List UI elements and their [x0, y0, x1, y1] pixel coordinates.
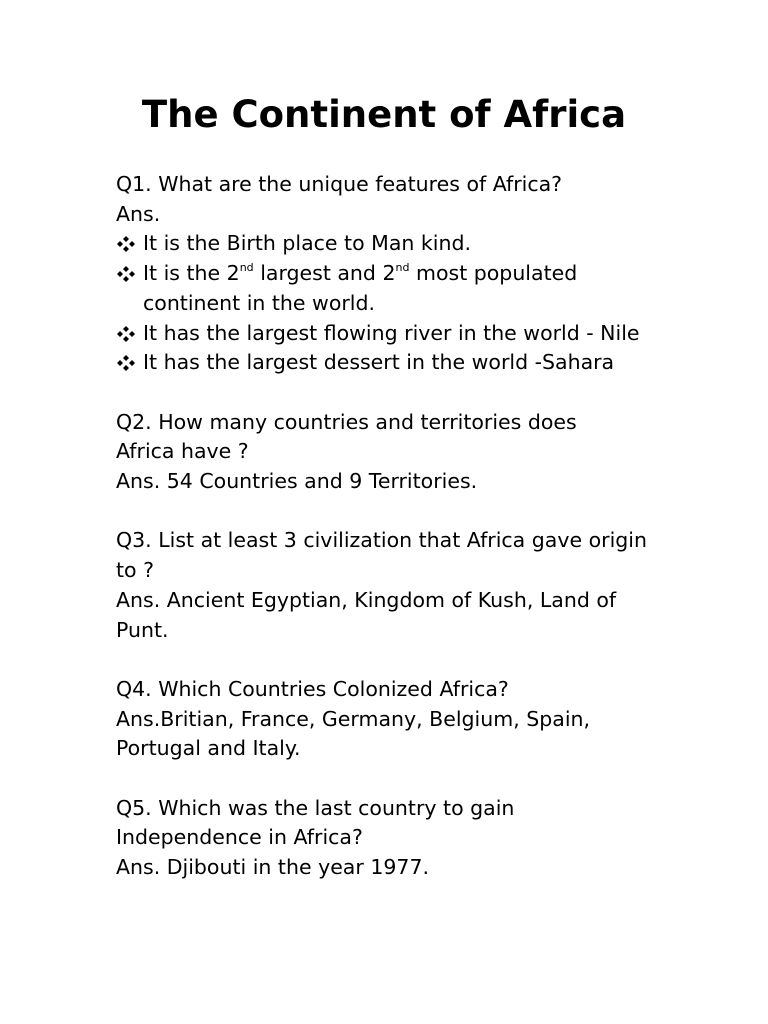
- q1-bullet-3: [116, 319, 676, 349]
- q1-bullet-2-part3: most populated: [409, 261, 578, 286]
- diamond-bullet-icon: [116, 326, 136, 342]
- q3-answer-line-1: Ans. Ancient Egyptian, Kingdom of Kush, Land of: [116, 587, 617, 612]
- q5-question-line-2: Independence in Africa?: [116, 825, 363, 850]
- q1-bullet-4: [116, 348, 676, 378]
- q5-question-line-1: Q5. Which was the last country to gain: [116, 795, 515, 820]
- q5-answer: Ans. Djibouti in the year 1977.: [116, 855, 430, 880]
- document-body: [116, 170, 676, 883]
- q1-bullet-2-part1: It is the 2: [143, 261, 240, 286]
- spacer: [116, 645, 676, 675]
- q1-bullet-2-part2: largest and 2: [253, 261, 396, 286]
- q1-bullet-3-text: It has the largest flowing river in the world - Nile: [143, 320, 640, 345]
- q1-bullet-2-continuation: continent in the world.: [143, 290, 376, 315]
- diamond-bullet-icon: [116, 236, 136, 252]
- q3-answer-line-2: Punt.: [116, 617, 169, 642]
- diamond-bullet-icon: [116, 266, 136, 282]
- q3-question-line-2: to ?: [116, 558, 154, 583]
- q1-bullet-4-text: It has the largest dessert in the world -Sahara: [143, 350, 615, 375]
- q2-answer: Ans. 54 Countries and 9 Territories.: [116, 469, 478, 494]
- spacer: [116, 497, 676, 527]
- q1-bullet-2: [116, 259, 676, 289]
- q1-answer-label: Ans.: [116, 201, 161, 226]
- q1-bullet-1: [116, 229, 676, 259]
- q4-answer-line-1: Ans.Britian, France, Germany, Belgium, Spain,: [116, 706, 591, 731]
- q2-question-line-1: Q2. How many countries and territories does: [116, 409, 577, 434]
- document-title: The Continent of Africa: [141, 93, 627, 136]
- diamond-bullet-icon: [116, 355, 136, 371]
- q4-answer-line-2: Portugal and Italy.: [116, 736, 301, 761]
- q1-bullet-2-sup2: nd: [395, 261, 410, 275]
- q3-question-line-1: Q3. List at least 3 civilization that Africa gave origin: [116, 528, 647, 553]
- q1-bullet-1-text: It is the Birth place to Man kind.: [143, 231, 471, 256]
- q4-question: Q4. Which Countries Colonized Africa?: [116, 676, 509, 701]
- spacer: [116, 378, 676, 408]
- q2-question-line-2: Africa have ?: [116, 439, 249, 464]
- q1-question: Q1. What are the unique features of Africa?: [116, 172, 563, 196]
- spacer: [116, 764, 676, 794]
- q1-bullet-2-sup1: nd: [239, 261, 254, 275]
